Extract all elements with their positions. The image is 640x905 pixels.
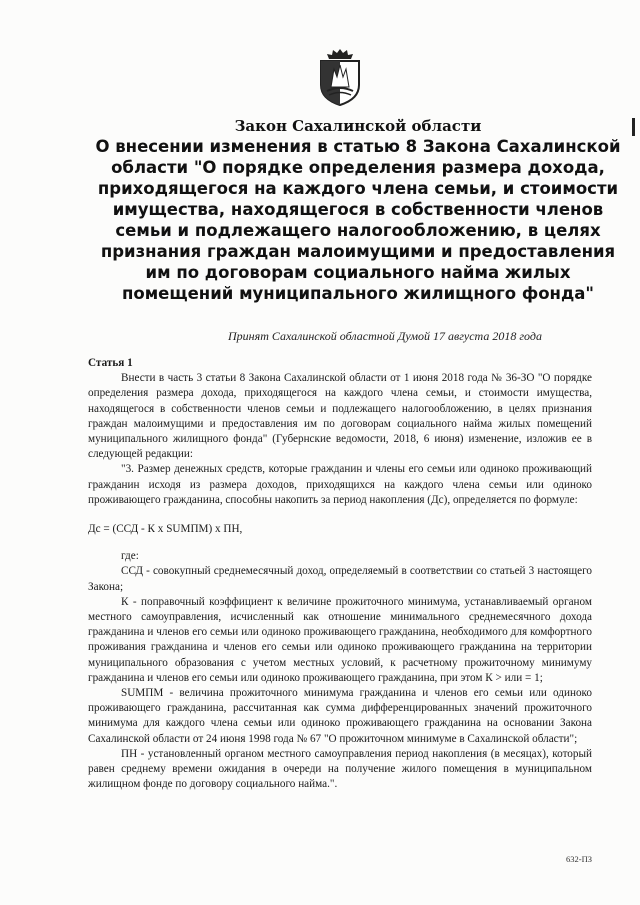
article-title: Статья 1	[88, 357, 133, 369]
document-body	[88, 356, 592, 792]
formula: Дс = (ССД - К х SUMПМ) х ПН,	[88, 523, 243, 536]
article-intro: Внести в часть 3 статьи 8 Закона Сахалинской области от 1 июня 2018 года № 36-ЗО "О порядке определения размера дохода, приходящегося на каждого члена семьи, и стоимости имущества, находящегося в собственности членов семьи и подлежащего налогообложению, в целях признания граждан малоимущими и предоставления им по договорам социального найма жилых помещений муниципального жилищного фонда" (Губернские ведомости, 2018, 6 июня) изменение, изложив ее в следующей редакции:	[88, 372, 592, 461]
law-title: Закон Сахалинской области	[234, 117, 482, 135]
margin-mark	[632, 118, 635, 136]
where-label: где:	[121, 550, 139, 563]
definition-ssd: ССД - совокупный среднемесячный доход, определяемый в соответствии со статьей 3 настоящего Закона;	[88, 565, 592, 593]
adoption-note: Принят Сахалинской областной Думой 17 августа 2018 года	[228, 329, 542, 343]
definition-k: К - поправочный коэффициент к величине прожиточного минимума, устанавливаемый органом местного самоуправления, исчисленный как отношение минимального среднемесячного дохода гражданина и членов его семьи или одиноко проживающего гражданина, необходимого для комфортного проживания гражданина и членов его семьи или одиноко проживающего гражданина на территории муниципального образования с учетом местных условий, к расчетному прожиточному минимуму гражданина и членов его семьи или одиноко проживающего гражданина, при этом К > или = 1;	[88, 595, 592, 684]
definition-sumpm: SUMПМ - величина прожиточного минимума гражданина и членов его семьи или одиноко проживающего гражданина, рассчитанная как сумма дифференцированных значений прожиточного минимума для каждого члена семьи или одиноко проживающего гражданина на основании Закона Сахалинской области от 24 июня 1998 года № 67 "О прожиточном минимуме в Сахалинской области";	[88, 687, 592, 745]
page-code: 632-ПЗ	[566, 854, 592, 864]
article-quote: "3. Размер денежных средств, которые гражданин и члены его семьи или одиноко проживающий гражданин исходя из размера доходов, приходящихся на каждого члена семьи или одиноко проживающего гражданина, способны накопить за период накопления (Дс), определяется по формуле:	[88, 463, 592, 506]
definition-pn: ПН - установленный органом местного самоуправления период накопления (в месяцах), который равен среднему времени ожидания в очереди на получение жилого помещения в муниципальном жилищном фонде по договору социального найма.".	[88, 747, 592, 791]
sakhalin-coat-of-arms-icon	[317, 47, 363, 107]
law-subject: О внесении изменения в статью 8 Закона Сахалинской области "О порядке определения размера дохода, приходящегося на каждого члена семьи, и стоимости имущества, находящегося в собственности членов семьи и подлежащего налогообложению, в целях признания граждан малоимущими и предоставления им по договорам социального найма жилых помещений муниципального жилищного фонда"	[95, 137, 621, 303]
document-header	[88, 116, 628, 304]
